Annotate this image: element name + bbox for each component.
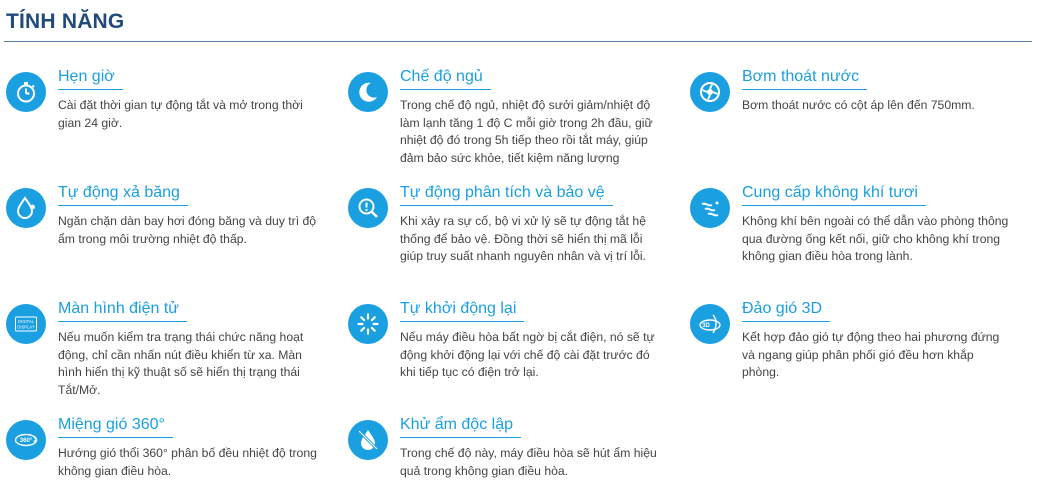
moon-icon: [348, 72, 388, 112]
feature-description: Nếu muốn kiểm tra trạng thái chức năng hoạt động, chỉ cần nhấn nút điều khiển từ xa. Màn hình hiển thị kỹ thuật số sẽ hiển thị trạng thái Tắt/Mở.: [58, 330, 304, 397]
feature-title: Tự khởi động lại: [400, 300, 524, 322]
feature-description: Nếu máy điều hòa bất ngờ bị cắt điện, nó sẽ tự động khởi động lại với chế độ cài đặt trước đó khi tiếp tục có điện trở lại.: [400, 330, 655, 379]
magnifier-icon: [348, 188, 388, 228]
dehumidify-icon: [348, 420, 388, 460]
feature-description: Khi xảy ra sự cố, bộ vi xử lý sẽ tự động tắt hệ thống để bảo vệ. Đồng thời sẽ hiển thị mã lỗi giúp truy suất nhanh nguyên nhân và vị trí lỗi.: [400, 214, 646, 263]
feature-description: Trong chế độ này, máy điều hòa sẽ hút ẩm hiệu quả trong không gian điều hòa.: [400, 446, 657, 478]
airflow-360-label: 360°: [19, 438, 33, 444]
display-label-bottom: DISPLAY: [17, 324, 35, 330]
water-drop-icon: [6, 188, 46, 228]
feature-title: Tự động xả băng: [58, 184, 188, 206]
feature-description: Trong chế độ ngủ, nhiệt độ sưởi giảm/nhiệt độ làm lạnh tăng 1 độ C mỗi giờ trong 2h đầu, giữ nhiệt độ đó trong 5h tiếp theo rồi tắt máy, giúp đảm bảo sức khỏe, tiết kiệm năng lượng: [400, 98, 653, 165]
feature-description: Hướng gió thổi 360° phân bố đều nhiệt độ trong không gian điều hòa.: [58, 446, 317, 478]
feature-description: Bơm thoát nước có cột áp lên đến 750mm.: [742, 98, 975, 112]
feature-title: Đảo gió 3D: [742, 300, 830, 322]
airflow-360-icon: [6, 420, 46, 460]
feature-title: Tự động phân tích và bảo vệ: [400, 184, 613, 206]
feature-title: Hẹn giờ: [58, 68, 123, 90]
feature-title: Bơm thoát nước: [742, 68, 867, 90]
feature-description: Cài đặt thời gian tự động tắt và mở trong thời gian 24 giờ.: [58, 98, 303, 130]
pump-icon: [690, 72, 730, 112]
feature-description: Không khí bên ngoài có thể dẫn vào phòng thông qua đường ống kết nối, giữ cho không khí trong không gian điều hòa trong lành.: [742, 214, 1009, 263]
restart-icon: [348, 304, 388, 344]
feature-description: Kết hợp đảo gió tự động theo hai phương đứng và ngang giúp phân phối gió đều hơn khắp phòng.: [742, 330, 1000, 379]
feature-title: Chế độ ngủ: [400, 68, 491, 90]
fresh-air-icon: [690, 188, 730, 228]
swing-3d-label: 3D: [702, 323, 710, 329]
page-title: TÍNH NĂNG: [6, 10, 125, 33]
timer-icon: [6, 72, 46, 112]
swing-3d-icon: [690, 304, 730, 344]
digital-display-icon: [6, 304, 46, 344]
title-divider: [4, 41, 1032, 42]
feature-description: Ngăn chặn dàn bay hơi đóng băng và duy trì độ ẩm trong môi trường nhiệt độ thấp.: [58, 214, 317, 246]
feature-title: Khử ẩm độc lập: [400, 416, 521, 438]
feature-title: Màn hình điện tử: [58, 300, 187, 322]
feature-title: Miệng gió 360°: [58, 416, 173, 438]
display-label-top: DIGITAL: [18, 319, 34, 324]
feature-title: Cung cấp không khí tươi: [742, 184, 926, 206]
